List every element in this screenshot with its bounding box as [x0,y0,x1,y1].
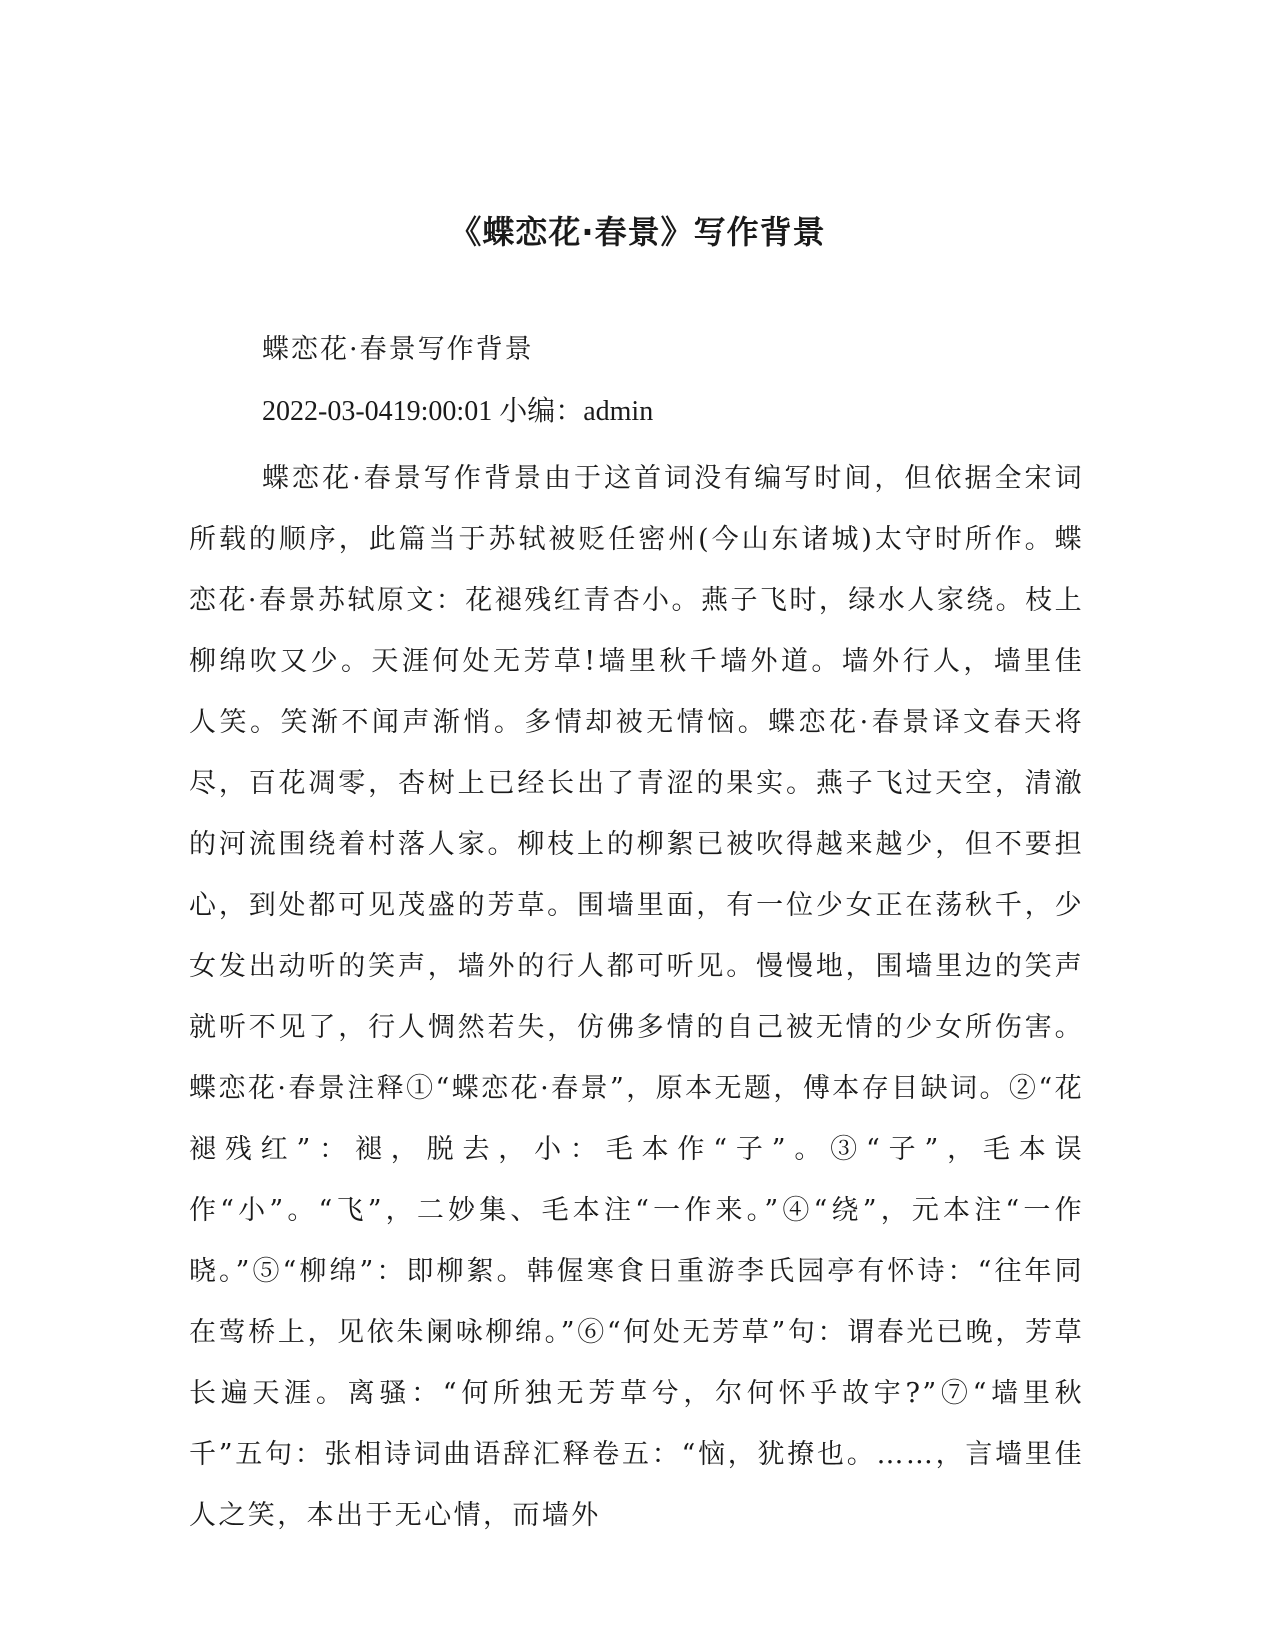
article-body: 蝶恋花·春景写作背景由于这首词没有编写时间，但依据全宋词所载的顺序，此篇当于苏轼被贬任密州(今山东诸城)太守时所作。蝶恋花·春景苏轼原文：花褪残红青杏小。燕子飞时，绿水人家绕。枝上柳绵吹又少。天涯何处无芳草!墙里秋千墙外道。墙外行人，墙里佳人笑。笑渐不闻声渐悄。多情却被无情恼。蝶恋花·春景译文春天将尽，百花凋零，杏树上已经长出了青涩的果实。燕子飞过天空，清澈的河流围绕着村落人家。柳枝上的柳絮已被吹得越来越少，但不要担心，到处都可见茂盛的芳草。围墙里面，有一位少女正在荡秋千，少女发出动听的笑声，墙外的行人都可听见。慢慢地，围墙里边的笑声就听不见了，行人惆然若失，仿佛多情的自己被无情的少女所伤害。蝶恋花·春景注释①“蝶恋花·春景”，原本无题，傅本存目缺词。②“花褪残红”：褪，脱去，小：毛本作“子”。③“子”，毛本误作“小”。“飞”，二妙集、毛本注“一作来。”④“绕”，元本注“一作晓。”⑤“柳绵”：即柳絮。韩偓寒食日重游李氏园亭有怀诗：“往年同在莺桥上，见依朱阑咏柳绵。”⑥“何处无芳草”句：谓春光已晚，芳草长遍天涯。离骚：“何所独无芳草兮，尔何怀乎故宇?”⑦“墙里秋千”五句：张相诗词曲语辞汇释卷五：“恼，犹撩也。……，言墙里佳人之笑，本出于无心情，而墙外 [189,463,1084,1531]
page-title: 《蝶恋花·春景》写作背景 [449,213,826,251]
article-subtitle: 蝶恋花·春景写作背景 [262,334,534,365]
article-meta: 2022-03-0419:00:01 小编：admin [262,396,654,427]
